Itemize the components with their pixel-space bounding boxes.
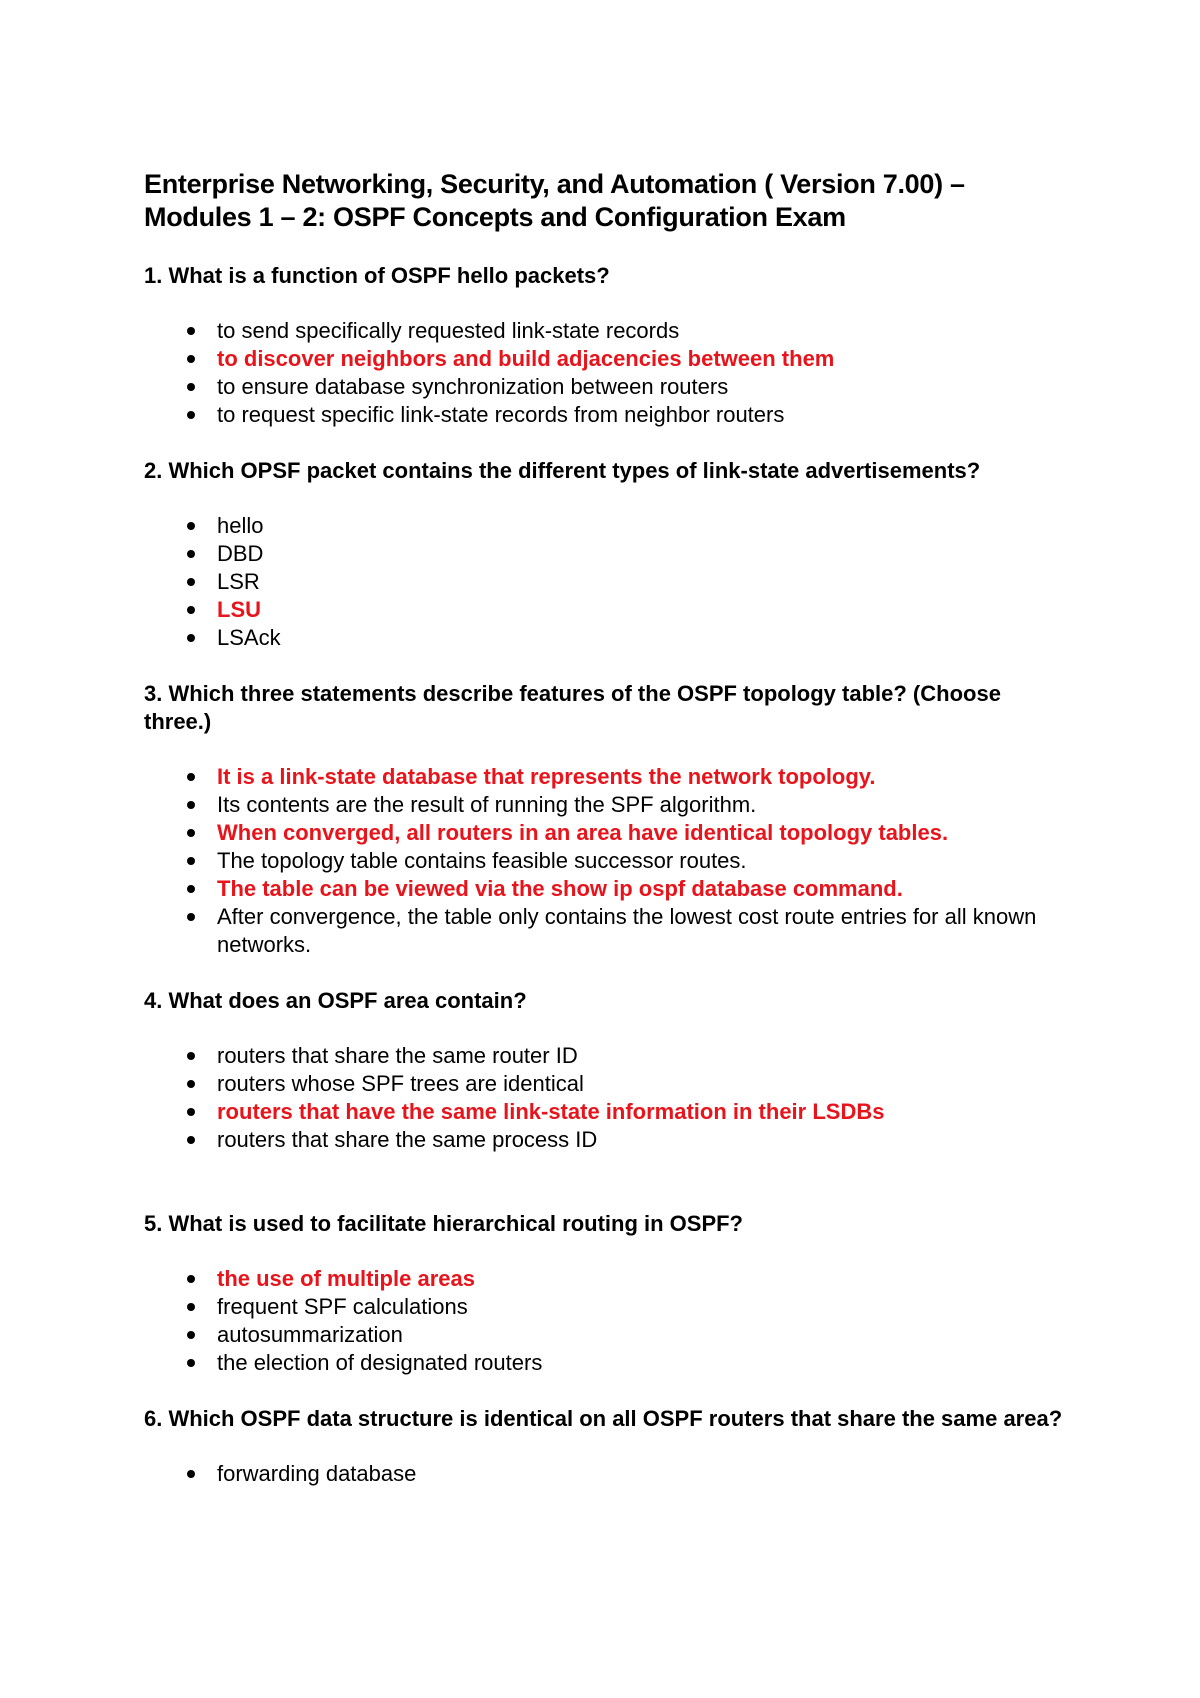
bullet-icon bbox=[187, 773, 195, 781]
question-block bbox=[144, 987, 1064, 1154]
question-block bbox=[144, 1210, 1064, 1377]
answer-text: autosummarization bbox=[217, 1322, 403, 1347]
question-text: 6. Which OSPF data structure is identical on all OSPF routers that share the same area? bbox=[144, 1406, 1063, 1431]
correct-answer-item bbox=[144, 819, 1064, 847]
bullet-icon bbox=[187, 1052, 195, 1060]
answer-item bbox=[144, 1321, 1064, 1349]
answer-text: routers that share the same process ID bbox=[217, 1127, 598, 1152]
answer-text: forwarding database bbox=[217, 1461, 417, 1486]
answer-item bbox=[144, 1070, 1064, 1098]
answer-text: The topology table contains feasible successor routes. bbox=[217, 848, 747, 873]
correct-answer-item bbox=[144, 1098, 1064, 1126]
answer-text: Its contents are the result of running the SPF algorithm. bbox=[217, 792, 757, 817]
document-content bbox=[144, 168, 1064, 1488]
answer-text: LSAck bbox=[217, 625, 281, 650]
answer-text: routers that have the same link-state information in their LSDBs bbox=[217, 1099, 885, 1124]
answer-text: LSU bbox=[217, 597, 261, 622]
answer-text: routers whose SPF trees are identical bbox=[217, 1071, 584, 1096]
answer-item bbox=[144, 1126, 1064, 1154]
bullet-icon bbox=[187, 355, 195, 363]
answer-item bbox=[144, 1042, 1064, 1070]
bullet-icon bbox=[187, 857, 195, 865]
bullet-icon bbox=[187, 1331, 195, 1339]
answer-item bbox=[144, 1460, 1064, 1488]
answer-text: the election of designated routers bbox=[217, 1350, 543, 1375]
answer-text: LSR bbox=[217, 569, 260, 594]
correct-answer-item bbox=[144, 875, 1064, 903]
bullet-icon bbox=[187, 1359, 195, 1367]
bullet-icon bbox=[187, 606, 195, 614]
answer-text: It is a link-state database that represents the network topology. bbox=[217, 764, 876, 789]
bullet-icon bbox=[187, 829, 195, 837]
answer-item bbox=[144, 847, 1064, 875]
bullet-icon bbox=[187, 801, 195, 809]
question-text: 2. Which OPSF packet contains the different types of link-state advertisements? bbox=[144, 458, 981, 483]
answer-item bbox=[144, 512, 1064, 540]
answer-item bbox=[144, 1293, 1064, 1321]
bullet-icon bbox=[187, 578, 195, 586]
bullet-icon bbox=[187, 634, 195, 642]
correct-answer-item bbox=[144, 763, 1064, 791]
correct-answer-item bbox=[144, 596, 1064, 624]
answer-list bbox=[144, 1042, 1064, 1154]
bullet-icon bbox=[187, 1470, 195, 1478]
answer-item bbox=[144, 1349, 1064, 1377]
answer-item bbox=[144, 568, 1064, 596]
answer-list bbox=[144, 1460, 1064, 1488]
answer-text: When converged, all routers in an area have identical topology tables. bbox=[217, 820, 949, 845]
bullet-icon bbox=[187, 1275, 195, 1283]
answer-list bbox=[144, 763, 1064, 959]
answer-text: to discover neighbors and build adjacencies between them bbox=[217, 346, 835, 371]
bullet-icon bbox=[187, 1136, 195, 1144]
answer-text: frequent SPF calculations bbox=[217, 1294, 468, 1319]
question-block bbox=[144, 680, 1064, 959]
answer-list bbox=[144, 317, 1064, 429]
answer-item bbox=[144, 373, 1064, 401]
correct-answer-item bbox=[144, 1265, 1064, 1293]
question-text: 5. What is used to facilitate hierarchical routing in OSPF? bbox=[144, 1211, 743, 1236]
correct-answer-item bbox=[144, 345, 1064, 373]
answer-text: the use of multiple areas bbox=[217, 1266, 475, 1291]
document-title bbox=[144, 168, 1064, 234]
bullet-icon bbox=[187, 1303, 195, 1311]
answer-text: to request specific link-state records from neighbor routers bbox=[217, 402, 785, 427]
answer-list bbox=[144, 1265, 1064, 1377]
bullet-icon bbox=[187, 913, 195, 921]
answer-list bbox=[144, 512, 1064, 652]
answer-text: to send specifically requested link-state records bbox=[217, 318, 680, 343]
question-text: 4. What does an OSPF area contain? bbox=[144, 988, 527, 1013]
answer-text: to ensure database synchronization between routers bbox=[217, 374, 729, 399]
document-title-line-2: Modules 1 – 2: OSPF Concepts and Configuration Exam bbox=[144, 202, 846, 232]
answer-text: The table can be viewed via the show ip ospf database command. bbox=[217, 876, 903, 901]
bullet-icon bbox=[187, 550, 195, 558]
question-block bbox=[144, 1405, 1064, 1488]
answer-item bbox=[144, 317, 1064, 345]
bullet-icon bbox=[187, 1080, 195, 1088]
bullet-icon bbox=[187, 327, 195, 335]
answer-text: After convergence, the table only contains the lowest cost route entries for all known networks. bbox=[217, 904, 1037, 957]
bullet-icon bbox=[187, 411, 195, 419]
question-text: 1. What is a function of OSPF hello packets? bbox=[144, 263, 610, 288]
answer-text: routers that share the same router ID bbox=[217, 1043, 578, 1068]
answer-item bbox=[144, 903, 1064, 959]
question-text: 3. Which three statements describe features of the OSPF topology table? (Choose three.) bbox=[144, 681, 1001, 734]
document-title-line-1: Enterprise Networking, Security, and Automation ( Version 7.00) – bbox=[144, 169, 965, 199]
bullet-icon bbox=[187, 885, 195, 893]
bullet-icon bbox=[187, 522, 195, 530]
answer-item bbox=[144, 540, 1064, 568]
question-block bbox=[144, 457, 1064, 652]
bullet-icon bbox=[187, 1108, 195, 1116]
answer-item bbox=[144, 791, 1064, 819]
bullet-icon bbox=[187, 383, 195, 391]
question-block bbox=[144, 262, 1064, 429]
answer-item bbox=[144, 624, 1064, 652]
answer-text: DBD bbox=[217, 541, 264, 566]
answer-text: hello bbox=[217, 513, 264, 538]
answer-item bbox=[144, 401, 1064, 429]
